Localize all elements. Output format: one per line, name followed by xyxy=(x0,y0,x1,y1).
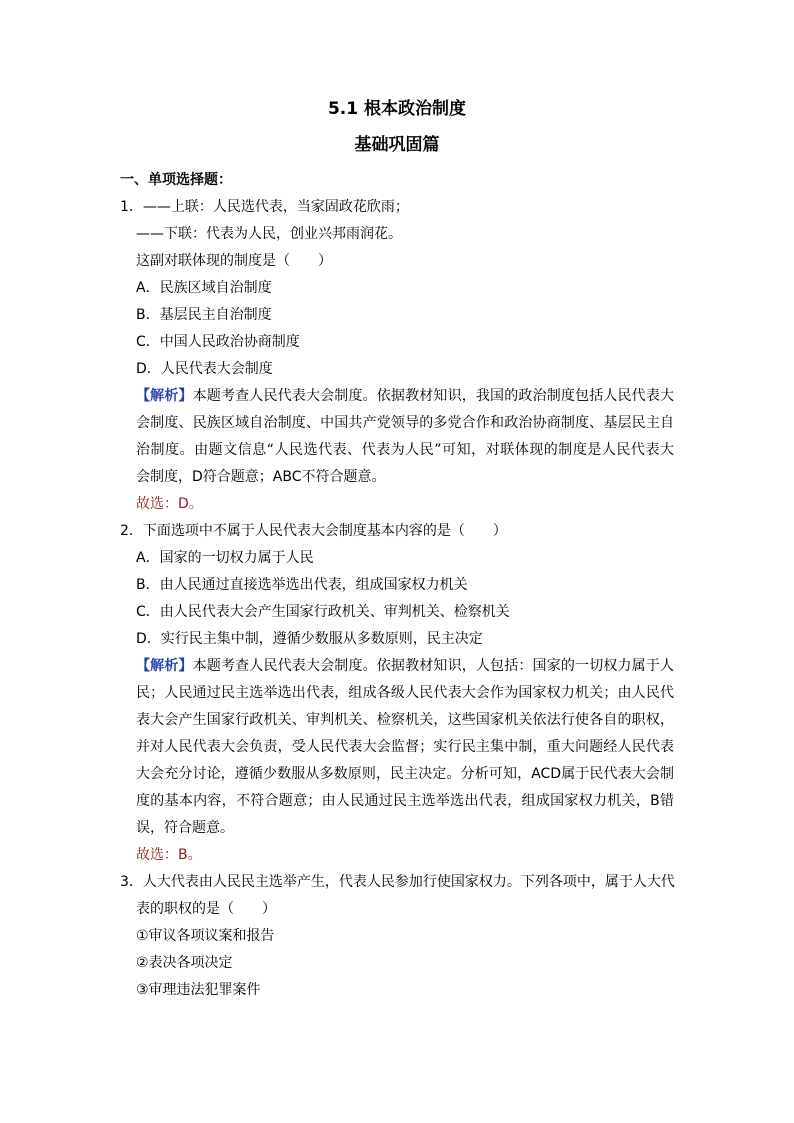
explanation-line: 误，符合题意。 xyxy=(136,820,234,836)
explanation-line: 会制度，D符合题意；ABC不符合题意。 xyxy=(136,469,386,485)
option-d: D．实行民主集中制，遵循少数服从多数原则，民主决定 xyxy=(136,631,483,647)
option-b: B．由人民通过直接选举选出代表，组成国家权力机关 xyxy=(136,577,468,593)
statement-3: ③审理违法犯罪案件 xyxy=(136,982,261,998)
option-a: A．民族区域自治制度 xyxy=(136,280,272,296)
explanation-line: 大会充分讨论，遵循少数服从多数原则，民主决定。分析可知，ACD属于民代表大会制 xyxy=(136,766,674,782)
option-d: D．人民代表大会制度 xyxy=(136,361,273,377)
page-title: 5.1 根本政治制度 xyxy=(327,99,467,119)
explanation-line: 【解析】本题考查人民代表大会制度。依据教材知识，人包括：国家的一切权力属于人 xyxy=(136,658,675,674)
explanation-label: 【解析】 xyxy=(136,388,193,404)
explanation-label: 【解析】 xyxy=(136,658,193,674)
question-stem-line: 3．人大代表由人民民主选举产生，代表人民参加行使国家权力。下列各项中，属于人大代 xyxy=(120,874,675,890)
option-c: C．由人民代表大会产生国家行政机关、审判机关、检察机关 xyxy=(136,604,510,620)
explanation-line: 表大会产生国家行政机关、审判机关、检察机关，这些国家机关依法行使各自的职权， xyxy=(136,712,674,728)
explanation-line: 会制度、民族区域自治制度、中国共产党领导的多党合作和政治协商制度、基层民主自 xyxy=(136,415,674,431)
answer-line: 故选：B。 xyxy=(136,847,202,863)
explanation-line: 并对人民代表大会负责，受人民代表大会监督；实行民主集中制，重大问题经人民代表 xyxy=(136,739,674,755)
statement-2: ②表决各项决定 xyxy=(136,955,233,971)
question-stem-line: 表的职权的是（ ） xyxy=(136,901,276,917)
page-subtitle: 基础巩固篇 xyxy=(354,135,440,155)
option-a: A．国家的一切权力属于人民 xyxy=(136,550,314,566)
answer-line: 故选：D。 xyxy=(136,496,203,512)
explanation-line: 民；人民通过民主选举选出代表，组成各级人民代表大会作为国家权力机关；由人民代 xyxy=(136,685,674,701)
explanation-line: 度的基本内容，不符合题意；由人民通过民主选举选出代表，组成国家权力机关，B错 xyxy=(136,793,674,809)
statement-1: ①审议各项议案和报告 xyxy=(136,928,275,944)
option-b: B．基层民主自治制度 xyxy=(136,307,272,323)
section-heading: 一、单项选择题： xyxy=(120,172,232,188)
question-stem-line: 1．——上联：人民选代表，当家固政花欣雨； xyxy=(120,199,409,215)
question-stem-line: 这副对联体现的制度是（ ） xyxy=(136,253,332,269)
option-c: C．中国人民政治协商制度 xyxy=(136,334,300,350)
explanation-line: 治制度。由题文信息“人民选代表、代表为人民”可知，对联体现的制度是人民代表大 xyxy=(136,442,674,458)
question-stem-line: 2．下面选项中不属于人民代表大会制度基本内容的是（ ） xyxy=(120,523,507,539)
explanation-line: 【解析】本题考查人民代表大会制度。依据教材知识，我国的政治制度包括人民代表大 xyxy=(136,388,675,404)
question-stem-line: ——下联：代表为人民，创业兴邦雨润花。 xyxy=(136,226,402,242)
